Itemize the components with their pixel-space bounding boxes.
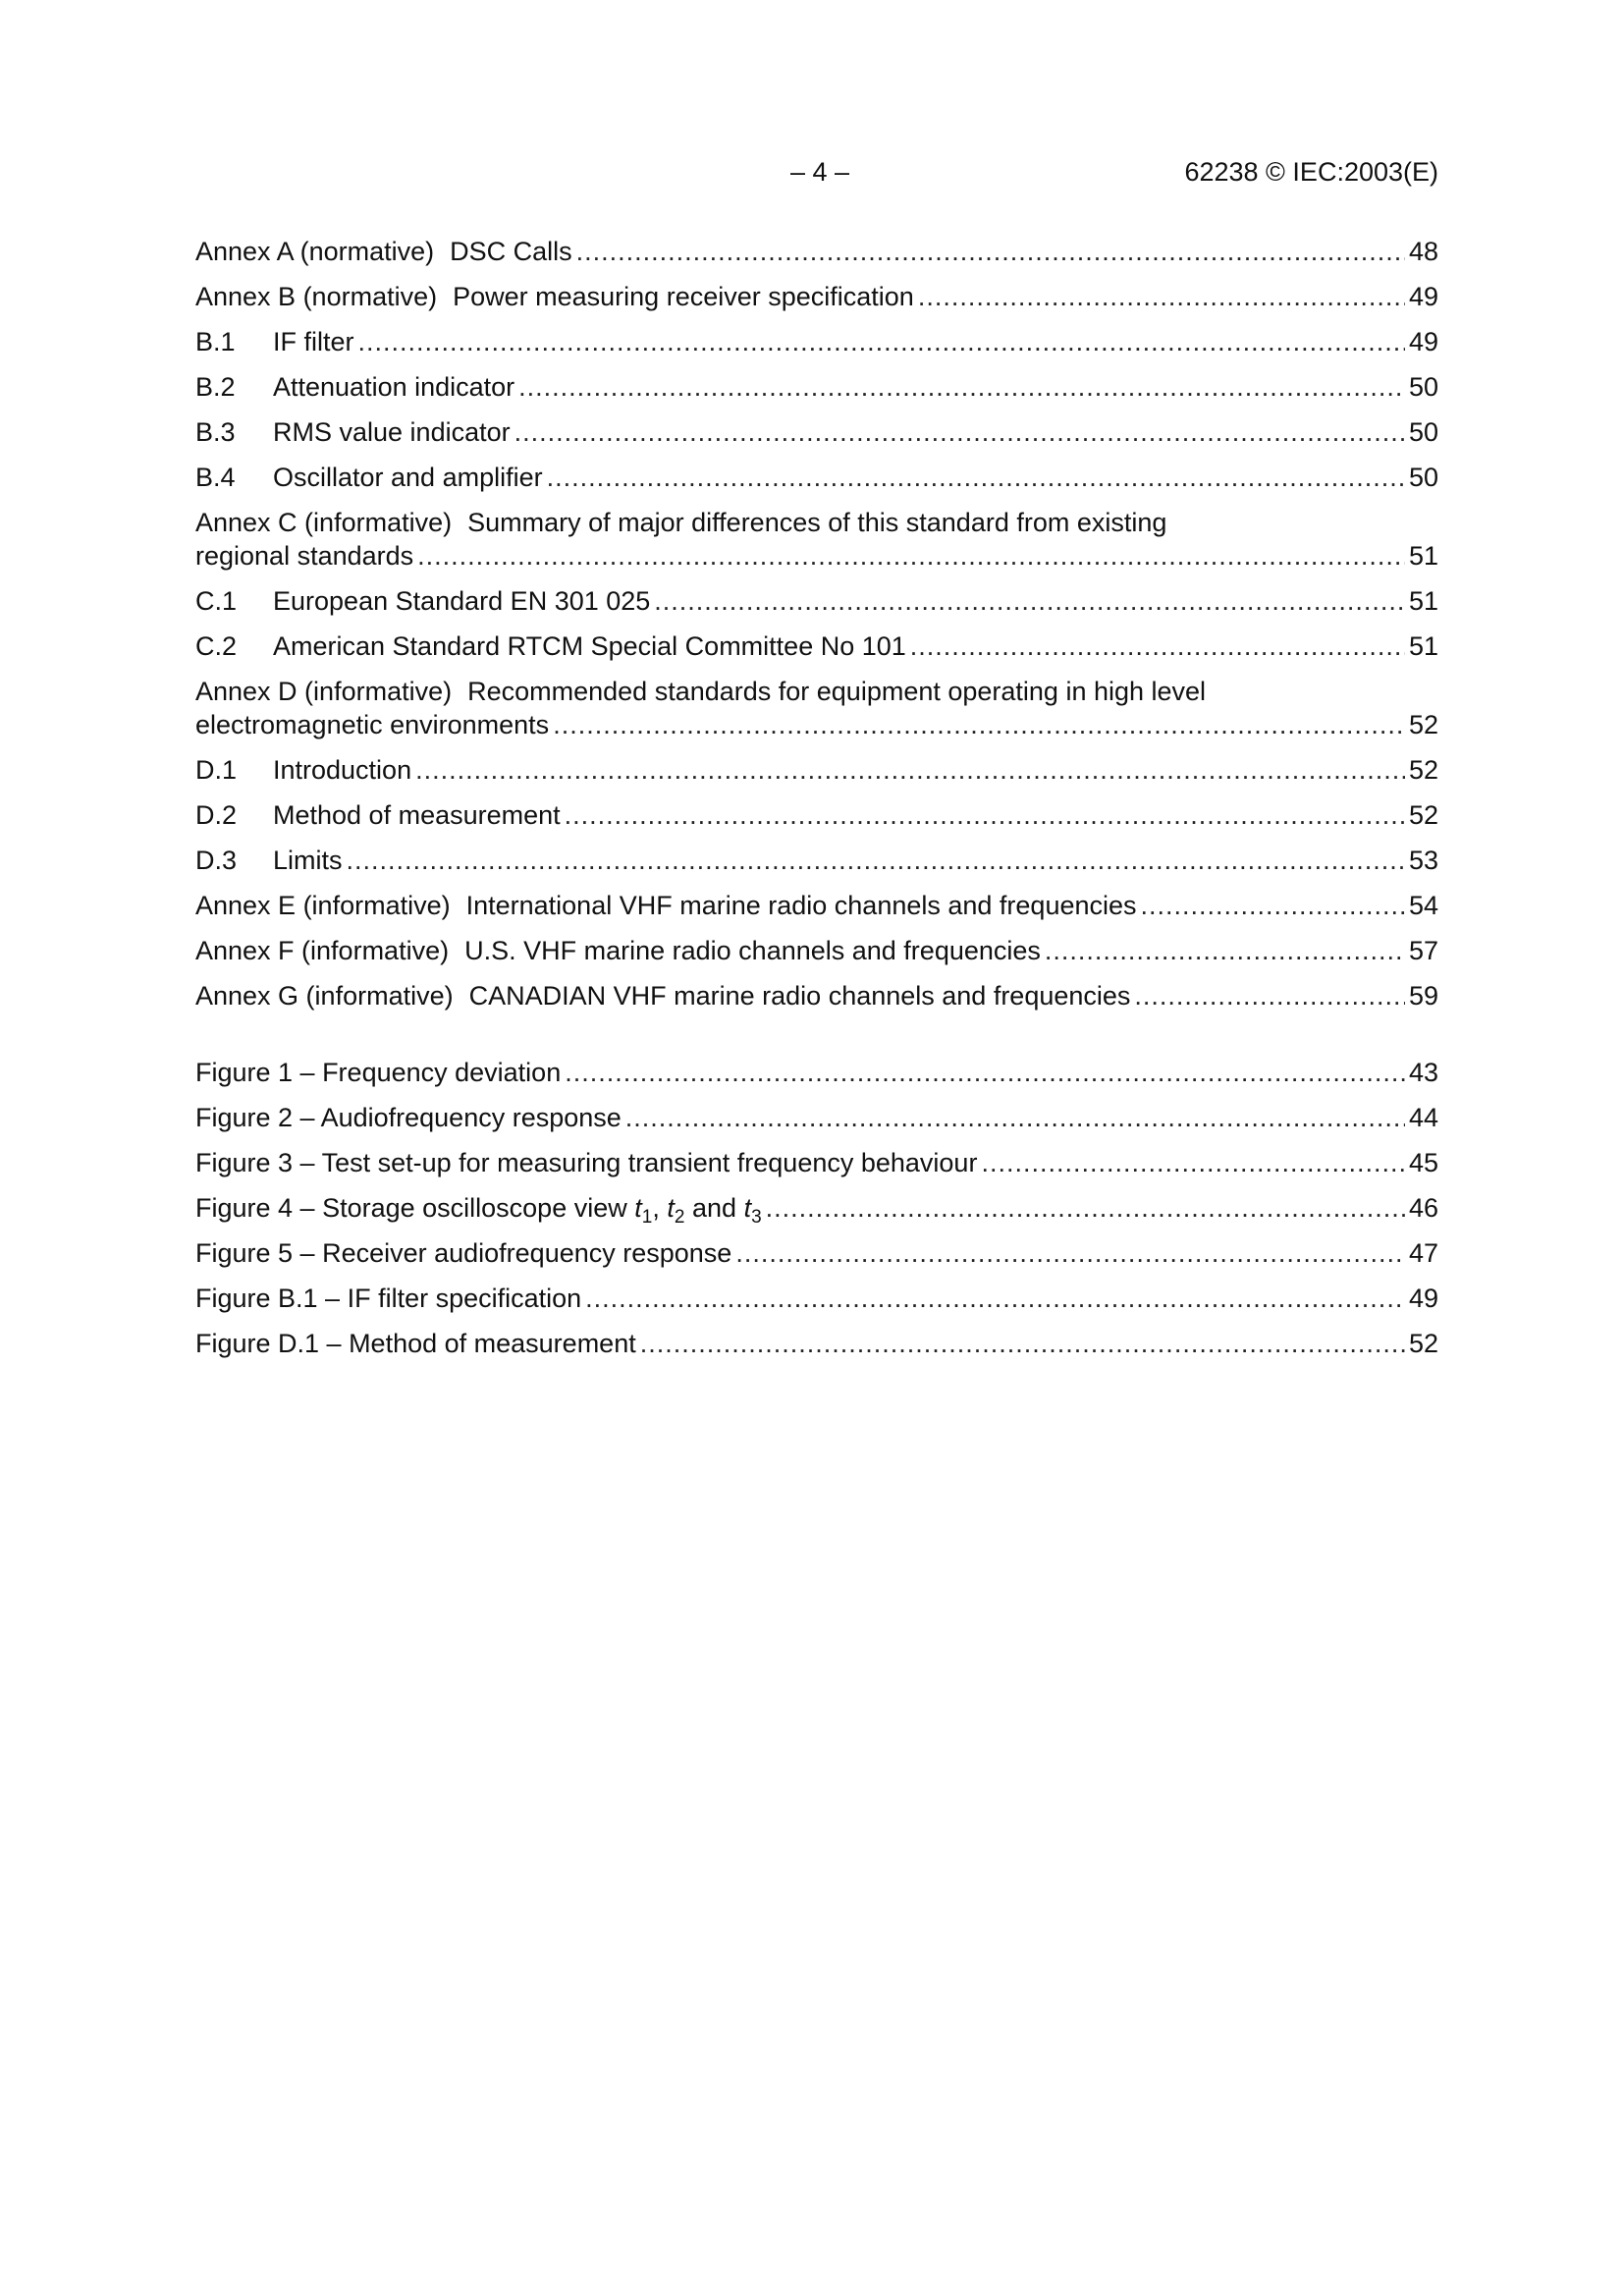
toc-entry-b2[interactable]: [195, 367, 1438, 401]
toc-entry-title: U.S. VHF marine radio channels and frequencies: [464, 936, 1041, 965]
toc-entry-b1[interactable]: [195, 322, 1438, 355]
separator-and: and: [691, 1193, 737, 1223]
dot-leader: [415, 757, 1405, 784]
toc-entry-title: Attenuation indicator: [273, 372, 515, 402]
toc-entry-number: D.1: [195, 755, 238, 785]
toc-entry-title: Figure 2 – Audiofrequency response: [195, 1103, 622, 1132]
toc-entry-prefix: Annex G (informative): [195, 981, 454, 1011]
document-reference: 62238 © IEC:2003(E): [1184, 157, 1438, 187]
toc-entry-figure-2[interactable]: [195, 1098, 1438, 1131]
toc-entry-title: Figure D.1 – Method of measurement: [195, 1329, 636, 1358]
toc-entry-d3[interactable]: [195, 841, 1438, 874]
variable-t3: t: [743, 1193, 752, 1223]
toc-entry-figure-4[interactable]: [195, 1188, 1438, 1228]
subscript-3: 3: [751, 1207, 762, 1228]
dot-leader: [518, 374, 1405, 401]
toc-entry-page: 49: [1408, 282, 1438, 311]
toc-entry-prefix: Annex D (informative): [195, 677, 453, 706]
toc-entry-number: D.2: [195, 800, 238, 830]
toc-entry-title: Power measuring receiver specification: [453, 282, 914, 311]
toc-entry-page: 50: [1408, 417, 1438, 447]
variable-t2: t: [667, 1193, 675, 1223]
toc-entry-number: B.2: [195, 372, 236, 402]
toc-entry-title: American Standard RTCM Special Committee No 101: [273, 631, 906, 661]
toc-entry-title: IF filter: [273, 327, 354, 356]
toc-entry-page: 52: [1408, 710, 1438, 739]
dot-leader: [417, 543, 1405, 570]
toc-entry-prefix: Annex F (informative): [195, 936, 450, 965]
dot-leader: [576, 239, 1405, 265]
toc-entry-page: 50: [1408, 463, 1438, 492]
subscript-1: 1: [641, 1207, 653, 1228]
toc-entry-title-continued: regional standards: [195, 541, 414, 571]
toc-entry-annex-a[interactable]: [195, 232, 1438, 265]
toc-entry-figure-1[interactable]: [195, 1053, 1438, 1086]
variable-t1: t: [634, 1193, 642, 1223]
toc-entry-page: 44: [1408, 1103, 1438, 1132]
toc-entry-title: Recommended standards for equipment operating in high level: [467, 677, 1207, 706]
separator-comma: ,: [652, 1193, 660, 1223]
dot-leader: [565, 1060, 1405, 1086]
dot-leader: [347, 847, 1405, 874]
toc-entry-title: DSC Calls: [450, 237, 572, 266]
toc-entry-c2[interactable]: [195, 627, 1438, 660]
toc-entry-title: Oscillator and amplifier: [273, 463, 543, 492]
toc-entry-title: Figure B.1 – IF filter specification: [195, 1284, 582, 1313]
dot-leader: [918, 284, 1405, 310]
toc-entry-title: Introduction: [273, 755, 412, 785]
figure-4-title-text: Figure 4 – Storage oscilloscope view: [195, 1193, 627, 1223]
dot-leader: [625, 1105, 1405, 1131]
dot-leader: [553, 712, 1405, 738]
toc-entry-b4[interactable]: [195, 458, 1438, 491]
toc-entry-prefix: Annex A (normative): [195, 237, 435, 266]
toc-entry-b3[interactable]: [195, 412, 1438, 446]
toc-entry-page: 49: [1408, 1284, 1438, 1313]
toc-entry-page: 45: [1408, 1148, 1438, 1177]
toc-entry-title: Method of measurement: [273, 800, 561, 830]
dot-leader: [547, 465, 1405, 491]
toc-entry-d1[interactable]: [195, 750, 1438, 784]
toc-entry-number: B.1: [195, 327, 236, 356]
toc-entry-figure-d1[interactable]: [195, 1324, 1438, 1357]
toc-entry-annex-d[interactable]: [195, 672, 1438, 738]
dot-leader: [640, 1331, 1405, 1357]
toc-entry-page: 57: [1408, 936, 1438, 965]
dot-leader: [1141, 893, 1405, 919]
toc-entry-annex-f[interactable]: [195, 931, 1438, 964]
dot-leader: [1134, 983, 1405, 1010]
toc-entry-d2[interactable]: [195, 795, 1438, 829]
toc-entry-prefix: Annex B (normative): [195, 282, 438, 311]
toc-entry-number: C.1: [195, 586, 238, 616]
subscript-2: 2: [674, 1207, 685, 1228]
toc-entry-title-continued: electromagnetic environments: [195, 710, 550, 739]
dot-leader: [981, 1150, 1405, 1176]
toc-entry-page: 46: [1408, 1193, 1438, 1223]
dot-leader: [358, 329, 1405, 355]
toc-entry-title: International VHF marine radio channels and frequencies: [465, 891, 1137, 920]
toc-entry-number: D.3: [195, 846, 238, 875]
dot-leader: [585, 1285, 1405, 1312]
toc-entry-figure-5[interactable]: [195, 1233, 1438, 1267]
dot-leader: [565, 802, 1405, 829]
toc-entry-figure-b1[interactable]: [195, 1279, 1438, 1312]
toc-entry-number: B.4: [195, 463, 236, 492]
toc-entry-title: CANADIAN VHF marine radio channels and frequencies: [468, 981, 1131, 1011]
dot-leader: [514, 419, 1405, 446]
toc-entry-annex-g[interactable]: [195, 976, 1438, 1010]
dot-leader: [1045, 938, 1405, 964]
toc-entry-page: 47: [1408, 1238, 1438, 1268]
toc-entry-page: 51: [1408, 631, 1438, 661]
toc-entry-annex-b[interactable]: [195, 277, 1438, 310]
toc-entry-page: 43: [1408, 1058, 1438, 1087]
dot-leader: [766, 1195, 1405, 1222]
toc-entry-page: 48: [1408, 237, 1438, 266]
toc-entry-title: European Standard EN 301 025: [273, 586, 651, 616]
toc-entry-page: 53: [1408, 846, 1438, 875]
toc-entry-title: Figure 1 – Frequency deviation: [195, 1058, 562, 1087]
toc-entry-prefix: Annex C (informative): [195, 508, 453, 537]
toc-entry-page: 52: [1408, 1329, 1438, 1358]
toc-entry-page: 54: [1408, 891, 1438, 920]
toc-entry-annex-c[interactable]: [195, 503, 1438, 570]
toc-entry-title: Figure 3 – Test set-up for measuring transient frequency behaviour: [195, 1148, 978, 1177]
toc-entry-page: 50: [1408, 372, 1438, 402]
toc-entry-title: RMS value indicator: [273, 417, 511, 447]
page-number: – 4 –: [789, 157, 850, 187]
toc-entry-page: 51: [1408, 586, 1438, 616]
dot-leader: [910, 633, 1405, 660]
toc-entry-number: C.2: [195, 631, 238, 661]
dot-leader: [735, 1240, 1405, 1267]
toc-entry-number: B.3: [195, 417, 236, 447]
toc-entry-page: 52: [1408, 755, 1438, 785]
toc-entry-title: Limits: [273, 846, 343, 875]
toc-entry-prefix: Annex E (informative): [195, 891, 451, 920]
toc-entry-figure-3[interactable]: [195, 1143, 1438, 1176]
toc-entry-annex-e[interactable]: [195, 886, 1438, 919]
toc-entry-title: Figure 5 – Receiver audiofrequency response: [195, 1238, 732, 1268]
toc-entry-title: [195, 1193, 762, 1228]
toc-entry-page: 51: [1408, 541, 1438, 571]
dot-leader: [654, 588, 1405, 615]
toc-entry-page: 49: [1408, 327, 1438, 356]
toc-entry-c1[interactable]: [195, 581, 1438, 615]
toc-entry-title: Summary of major differences of this standard from existing: [467, 508, 1167, 537]
toc-entry-page: 52: [1408, 800, 1438, 830]
toc-entry-page: 59: [1408, 981, 1438, 1011]
